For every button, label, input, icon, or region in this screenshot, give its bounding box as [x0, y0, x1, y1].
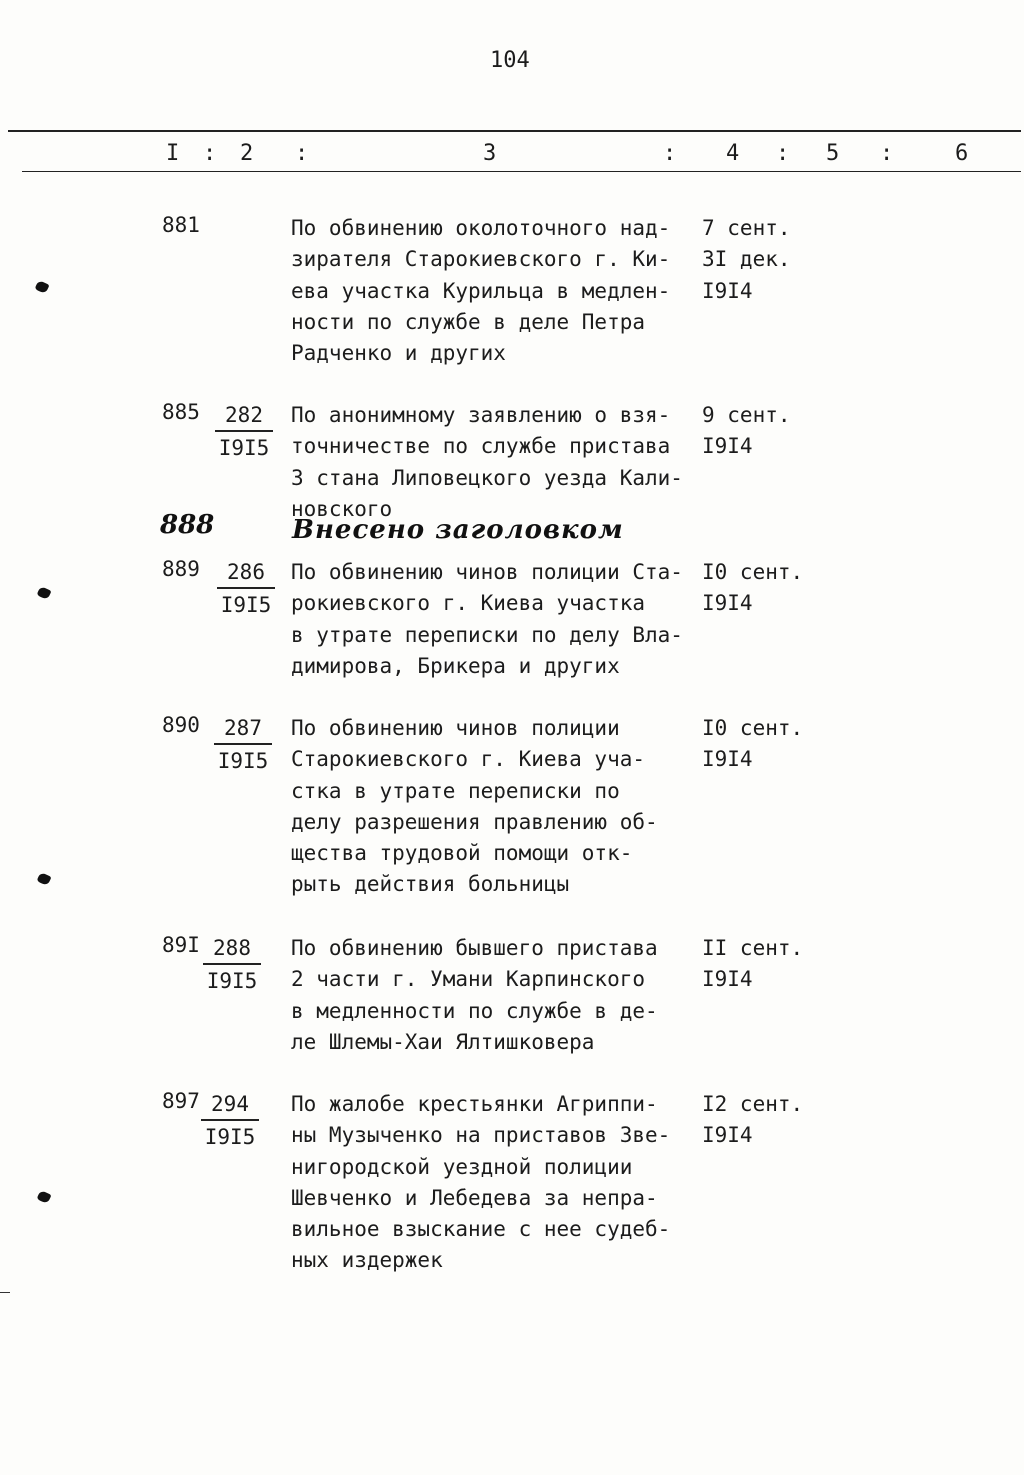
description-line: нигородской уездной полиции [291, 1154, 633, 1179]
case-year: I9I5 [220, 593, 272, 617]
description-line: 2 части г. Умани Карпинского [291, 967, 646, 992]
description-line: рокиевского г. Киева участка [291, 591, 646, 616]
date-line: I9I4 [702, 967, 753, 992]
date-line: I9I4 [702, 591, 753, 616]
case-number: 287 [214, 713, 272, 745]
case-reference [217, 557, 275, 621]
entry-number: 897 [162, 1089, 200, 1113]
binder-hole-mark [34, 280, 49, 294]
handwritten-entry-number: 888 [160, 510, 215, 540]
date-line: II сент. [702, 936, 804, 960]
date-line: I9I4 [702, 278, 753, 303]
description-line: димирова, Брикера и других [291, 653, 620, 678]
entry-dates [702, 557, 803, 620]
binder-hole-mark [36, 586, 51, 600]
description-line: По анонимному заявлению о взя- [291, 403, 671, 427]
entry-dates [702, 213, 791, 307]
binder-hole-mark [36, 872, 51, 886]
entry-description [291, 400, 691, 525]
handwritten-note: Внесено заголовком [292, 515, 624, 545]
column-separator: : [776, 141, 790, 166]
entry-description [291, 933, 691, 1058]
description-line: 3 стана Липовецкого уезда Кали- [291, 465, 683, 490]
edge-mark [0, 1292, 10, 1293]
description-line: новского [291, 496, 393, 521]
date-line: 9 сент. [702, 403, 791, 427]
date-line: I0 сент. [702, 560, 804, 584]
date-line: I9I4 [702, 747, 753, 772]
case-number: 282 [215, 400, 273, 432]
date-line: I9I4 [702, 1123, 753, 1148]
case-year: I9I5 [218, 436, 270, 460]
case-reference [203, 933, 261, 997]
date-line: I9I4 [702, 434, 753, 459]
description-line: стка в утрате переписки по [291, 778, 620, 803]
case-year: I9I5 [217, 749, 269, 773]
entry-dates [702, 933, 803, 996]
column-header-1: I [166, 141, 180, 166]
binder-hole-mark [36, 1190, 51, 1204]
case-number: 286 [217, 557, 275, 589]
description-line: ны Музыченко на приставов Зве- [291, 1123, 671, 1148]
header-bottom-rule [22, 171, 1021, 172]
case-reference [214, 713, 272, 777]
entry-number: 885 [162, 400, 200, 424]
entry-description [291, 213, 691, 369]
entry-number: 889 [162, 557, 200, 581]
entry-dates [702, 1089, 803, 1152]
case-reference [201, 1089, 259, 1153]
column-header-4: 4 [726, 141, 740, 166]
column-header-5: 5 [826, 141, 840, 166]
description-line: вильное взыскание с нее судеб- [291, 1217, 671, 1242]
description-line: делу разрешения правлению об- [291, 809, 658, 834]
description-line: точничестве по службе пристава [291, 434, 671, 459]
description-line: ева участка Курильца в медлен- [291, 278, 671, 303]
description-line: в утрате переписки по делу Вла- [291, 622, 683, 647]
description-line: Радченко и других [291, 341, 506, 366]
description-line: в медленности по службе в де- [291, 998, 658, 1023]
entry-description [291, 713, 691, 901]
column-header-6: 6 [955, 141, 969, 166]
description-line: По обвинению чинов полиции Ста- [291, 560, 683, 584]
description-line: По жалобе крестьянки Агриппи- [291, 1092, 658, 1116]
case-number: 288 [203, 933, 261, 965]
case-year: I9I5 [204, 1125, 256, 1149]
description-line: Шевченко и Лебедева за непра- [291, 1185, 658, 1210]
description-line: рыть действия больницы [291, 872, 570, 897]
entry-dates [702, 400, 791, 463]
column-separator: : [663, 141, 677, 166]
column-header-3: 3 [483, 141, 497, 166]
description-line: щества трудовой помощи отк- [291, 841, 633, 866]
description-line: ных издержек [291, 1248, 443, 1273]
page-number: 104 [490, 48, 530, 73]
description-line: Старокиевского г. Киева уча- [291, 747, 646, 772]
column-header-2: 2 [240, 141, 254, 166]
column-separator: : [880, 141, 894, 166]
description-line: По обвинению бывшего пристава [291, 936, 658, 960]
date-line: I2 сент. [702, 1092, 804, 1116]
entry-dates [702, 713, 803, 776]
entry-number: 881 [162, 213, 200, 237]
column-separator: : [295, 141, 309, 166]
header-top-rule [8, 130, 1021, 132]
entry-description [291, 557, 691, 682]
case-reference [215, 400, 273, 464]
column-separator: : [203, 141, 217, 166]
description-line: зирателя Старокиевского г. Ки- [291, 247, 671, 272]
date-line: I0 сент. [702, 716, 804, 740]
date-line: 3I дек. [702, 247, 791, 272]
case-year: I9I5 [206, 969, 258, 993]
entry-number: 890 [162, 713, 200, 737]
description-line: ле Шлемы-Хаи Ялтишковера [291, 1029, 595, 1054]
description-line: ности по службе в деле Петра [291, 309, 646, 334]
case-number: 294 [201, 1089, 259, 1121]
entry-number: 89I [162, 933, 200, 957]
description-line: По обвинению околоточного над- [291, 216, 671, 240]
entry-description [291, 1089, 691, 1277]
date-line: 7 сент. [702, 216, 791, 240]
description-line: По обвинению чинов полиции [291, 716, 620, 740]
